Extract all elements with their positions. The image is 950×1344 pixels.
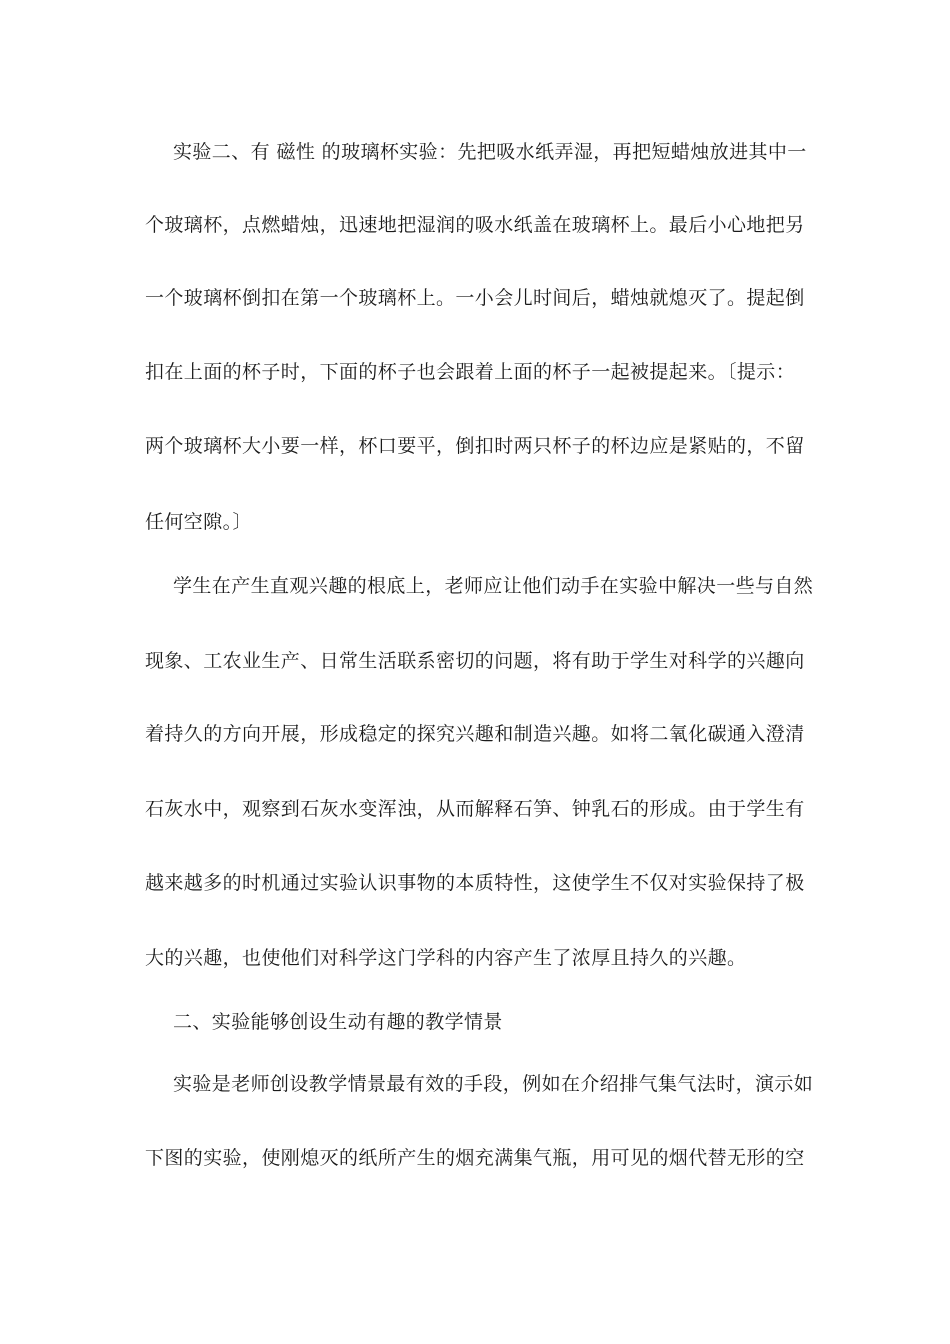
- text-line: 扣在上面的杯子时，下面的杯子也会跟着上面的杯子一起被提起来。〔提示：: [145, 361, 796, 383]
- text-line: 两个玻璃杯大小要一样，杯口要平，倒扣时两只杯子的杯边应是紧贴的，不留: [145, 435, 805, 457]
- text-line: 现象、工农业生产、日常生活联系密切的问题，将有助于学生对科学的兴趣向: [145, 650, 805, 672]
- text-line: 石灰水中，观察到石灰水变浑浊，从而解释石笋、钟乳石的形成。由于学生有: [145, 798, 805, 820]
- text-line: 实验是老师创设教学情景最有效的手段，例如在介绍排气集气法时，演示如: [173, 1073, 814, 1095]
- text-line: 大的兴趣，也使他们对科学这门学科的内容产生了浓厚且持久的兴趣。: [145, 947, 747, 969]
- text-line: 实验二、有 磁性 的玻璃杯实验：先把吸水纸弄湿，再把短蜡烛放进其中一: [173, 141, 807, 163]
- text-line: 下图的实验，使刚熄灭的纸所产生的烟充满集气瓶，用可见的烟代替无形的空: [145, 1147, 805, 1169]
- text-line: 着持久的方向开展，形成稳定的探究兴趣和制造兴趣。如将二氧化碳通入澄清: [145, 723, 805, 745]
- text-line: 越来越多的时机通过实验认识事物的本质特性，这使学生不仅对实验保持了极: [145, 872, 805, 894]
- text-line: 学生在产生直观兴趣的根底上，老师应让他们动手在实验中解决一些与自然: [173, 575, 814, 597]
- text-line: 任何空隙。〕: [145, 511, 252, 533]
- text-line: 一个玻璃杯倒扣在第一个玻璃杯上。一小会儿时间后，蜡烛就熄灭了。提起倒: [145, 287, 805, 309]
- section-heading: 二、实验能够创设生动有趣的教学情景: [173, 1011, 503, 1033]
- text-line: 个玻璃杯，点燃蜡烛，迅速地把湿润的吸水纸盖在玻璃杯上。最后小心地把另: [145, 214, 805, 236]
